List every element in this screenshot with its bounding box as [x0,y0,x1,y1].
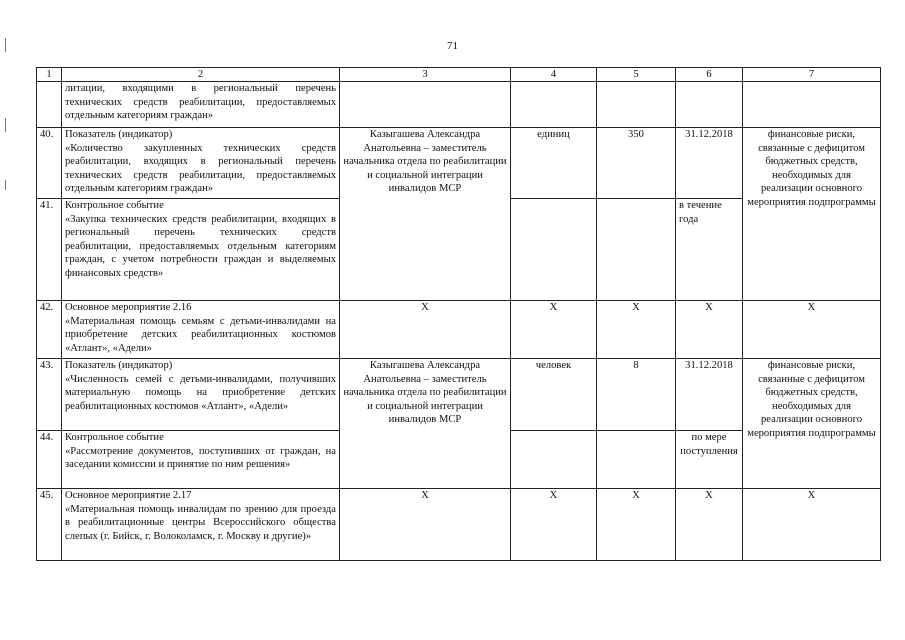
row-title: Контрольное событие [65,200,164,211]
row-description [62,199,340,301]
margin-mark [5,118,6,132]
continuation-text: литации, входящими в региональный перечень технических средств реабилитации, предоставляемых отдельным категориям граждан» [62,82,340,128]
x-mark: Х [743,489,881,561]
row-text: «Численность семей с детьми-инвалидами, получивших материальную помощь на приобретение детских реабилитационных костюмов «Атлант», «Адели» [65,373,336,412]
row-title: Основное мероприятие 2.17 [65,490,192,501]
table-row [37,301,881,359]
row-number: 44. [37,431,62,489]
row-description [62,359,340,431]
row-title: Показатель (индикатор) [65,360,173,371]
row-title: Контрольное событие [65,432,164,443]
x-mark: Х [340,301,511,359]
column-header: 5 [597,68,676,82]
row-text: «Материальная помощь семьям с детьми-инвалидами на приобретение детских реабилитационных костюмов «Атлант», «Адели» [65,315,336,354]
column-header: 7 [743,68,881,82]
row-description [62,489,340,561]
date-cell: в течение года [676,199,743,301]
row-number: 42. [37,301,62,359]
row-text: «Закупка технических средств реабилитации, входящих в региональный перечень технических средств реабилитации, предоставляемых отдельным категориям граждан, с учетом потребности граждан и выделяемых финансовых средств» [65,213,336,279]
unit-cell: человек [511,359,597,431]
x-mark: Х [597,489,676,561]
page-number: 71 [447,40,458,52]
unit-cell: единиц [511,128,597,199]
x-mark: Х [340,489,511,561]
row-description [62,431,340,489]
row-description [62,301,340,359]
row-number: 41. [37,199,62,301]
column-header: 4 [511,68,597,82]
table-row [37,359,881,431]
value-cell: 350 [597,128,676,199]
margin-mark [5,38,6,52]
table-row [37,489,881,561]
x-mark: Х [511,301,597,359]
row-title: Основное мероприятие 2.16 [65,302,192,313]
value-cell: 8 [597,359,676,431]
x-mark: Х [511,489,597,561]
date-cell: 31.12.2018 [676,128,743,199]
row-number: 45. [37,489,62,561]
row-description [62,128,340,199]
table-row [37,128,881,199]
x-mark: Х [676,489,743,561]
date-cell: 31.12.2018 [676,359,743,431]
executor-cell: Казыгашева Александра Анатольевна – заместитель начальника отдела по реабилитации и социальной интеграции инвалидов МСР [340,128,511,301]
row-number: 40. [37,128,62,199]
row-title: Показатель (индикатор) [65,129,173,140]
x-mark: Х [597,301,676,359]
row-text: «Рассмотрение документов, поступивших от граждан, на заседании комиссии и принятие по ним решения» [65,445,336,471]
column-header: 6 [676,68,743,82]
margin-mark [5,180,6,190]
plan-table [36,67,881,561]
column-header-row [37,68,881,82]
executor-cell: Казыгашева Александра Анатольевна – заместитель начальника отдела по реабилитации и социальной интеграции инвалидов МСР [340,359,511,489]
x-mark: Х [676,301,743,359]
row-text: «Материальная помощь инвалидам по зрению для проезда в реабилитационные центры Всероссийского общества слепых (г. Бийск, г. Волоколамск, г. Москву и другие)» [65,503,336,542]
row-number: 43. [37,359,62,431]
x-mark: Х [743,301,881,359]
column-header: 3 [340,68,511,82]
row-text: «Количество закупленных технических средств реабилитации, входящих в региональный перечень технических средств реабилитации, предоставляемых отдельным категориям граждан» [65,142,336,195]
table-row [37,82,881,128]
column-header: 2 [62,68,340,82]
date-cell: по мере поступления [676,431,743,489]
risk-cell: финансовые риски, связанные с дефицитом бюджетных средств, необходимых для реализации основного мероприятия подпрограммы [743,128,881,301]
column-header: 1 [37,68,62,82]
risk-cell: финансовые риски, связанные с дефицитом бюджетных средств, необходимых для реализации основного мероприятия подпрограммы [743,359,881,489]
